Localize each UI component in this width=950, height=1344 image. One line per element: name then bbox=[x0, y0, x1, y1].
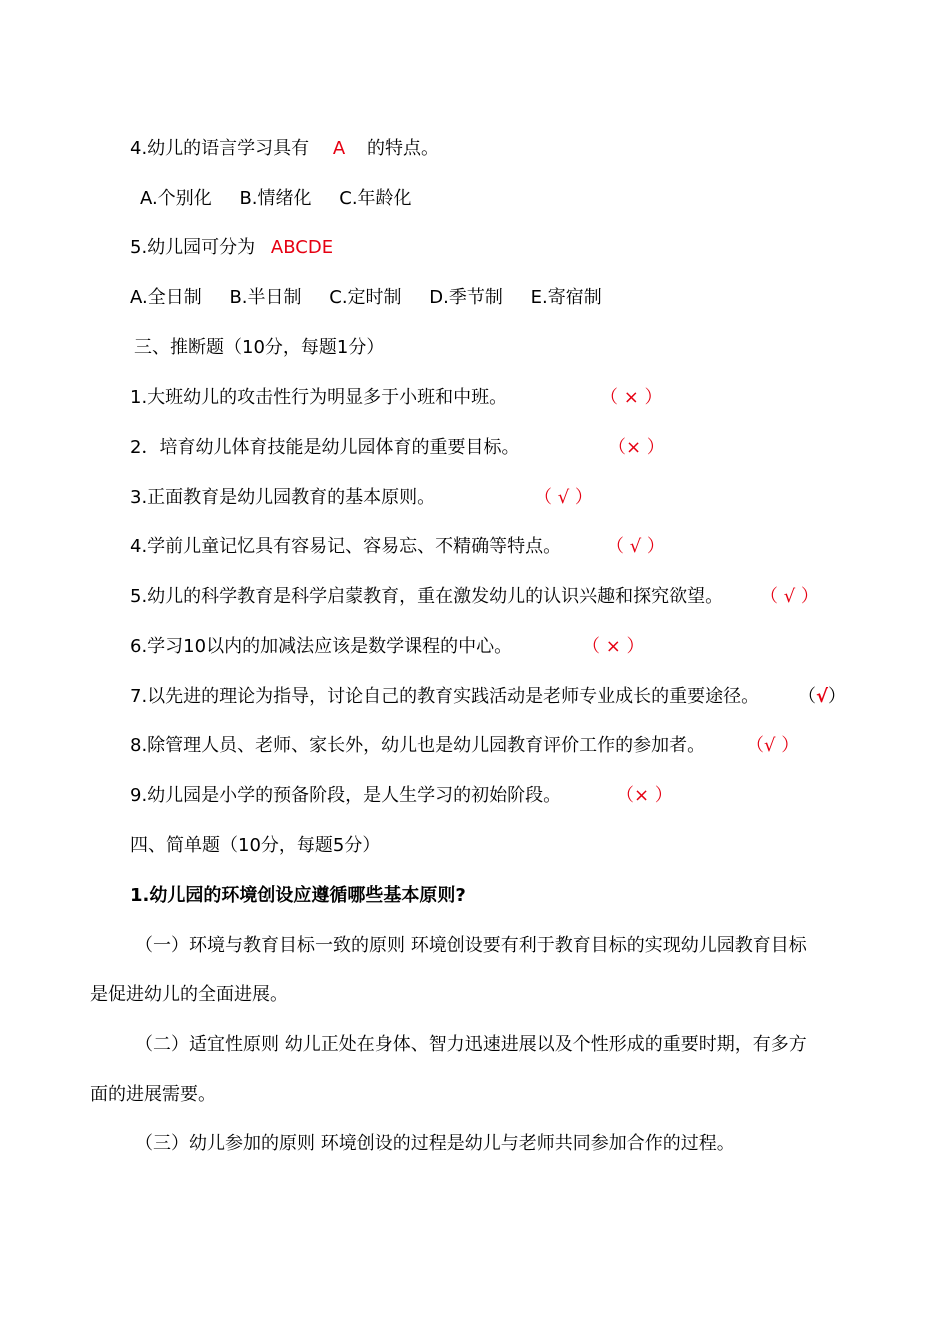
judgement-answer-7 bbox=[798, 685, 846, 709]
answer-paragraph-2-line-2: 面的进展需要。 bbox=[90, 1084, 216, 1105]
judgement-item-9: 9.幼儿园是小学的预备阶段，是人生学习的初始阶段。 bbox=[130, 785, 562, 806]
judgement-item-5: 5.幼儿的科学教育是科学启蒙教育，重在激发幼儿的认识兴趣和探究欲望。 bbox=[130, 586, 724, 607]
judgement-item-7: 7.以先进的理论为指导，讨论自己的教育实践活动是老师专业成长的重要途径。 bbox=[130, 686, 760, 707]
judgement-answer-9: （× ） bbox=[616, 785, 673, 806]
short-answer-question-1: 1.幼儿园的环境创设应遵循哪些基本原则? bbox=[130, 885, 466, 906]
section-4-title: 四、简单题（10分，每题5分） bbox=[130, 835, 381, 856]
judgement-answer-5: （ √ ） bbox=[760, 586, 819, 607]
answer-paragraph-2-line-1: （二）适宜性原则 幼儿正处在身体、智力迅速进展以及个性形成的重要时期，有多方 bbox=[135, 1034, 807, 1055]
mc-question-5-prefix: 5.幼儿园可分为 bbox=[130, 237, 256, 258]
judgement-item-4: 4.学前儿童记忆具有容易记、容易忘、不精确等特点。 bbox=[130, 536, 562, 557]
option-c: C.年龄化 bbox=[339, 188, 412, 209]
judgement-item-2: 2．培育幼儿体育技能是幼儿园体育的重要目标。 bbox=[130, 437, 520, 458]
mc-question-5-answer: ABCDE bbox=[270, 237, 334, 258]
option-a: A.个别化 bbox=[140, 188, 212, 209]
judgement-item-1: 1.大班幼儿的攻击性行为明显多于小班和中班。 bbox=[130, 387, 508, 408]
option-c: C.定时制 bbox=[329, 287, 402, 308]
option-a: A.全日制 bbox=[130, 287, 202, 308]
option-b: B.情绪化 bbox=[239, 188, 312, 209]
judgement-answer-2: （× ） bbox=[608, 437, 665, 458]
judgement-answer-8: （√ ） bbox=[746, 735, 800, 756]
mc-question-4-suffix: 的特点。 bbox=[366, 138, 439, 159]
option-b: B.半日制 bbox=[229, 287, 302, 308]
answer-paragraph-1-line-1: （一）环境与教育目标一致的原则 环境创设要有利于教育目标的实现幼儿园教育目标 bbox=[135, 935, 807, 956]
answer-paragraph-3-line-1: （三）幼儿参加的原则 环境创设的过程是幼儿与老师共同参加合作的过程。 bbox=[135, 1133, 735, 1154]
mc-question-4-answer: A bbox=[332, 138, 346, 159]
mc-question-5 bbox=[130, 236, 333, 260]
mc-question-4 bbox=[130, 137, 439, 161]
mc-question-5-options bbox=[130, 286, 602, 310]
judgement-answer-7-open: （ bbox=[798, 686, 816, 707]
judgement-answer-3: （ √ ） bbox=[534, 487, 593, 508]
judgement-item-3: 3.正面教育是幼儿园教育的基本原则。 bbox=[130, 487, 436, 508]
judgement-answer-7-close: ） bbox=[828, 686, 847, 707]
judgement-answer-7-mark: √ bbox=[816, 686, 829, 707]
mc-question-4-options bbox=[140, 187, 412, 211]
answer-paragraph-1-line-2: 是促进幼儿的全面进展。 bbox=[90, 984, 288, 1005]
judgement-item-6: 6.学习10以内的加减法应该是数学课程的中心。 bbox=[130, 636, 513, 657]
judgement-item-8: 8.除管理人员、老师、家长外，幼儿也是幼儿园教育评价工作的参加者。 bbox=[130, 735, 706, 756]
option-e: E.寄宿制 bbox=[530, 287, 602, 308]
judgement-answer-6: （ × ） bbox=[582, 636, 645, 657]
judgement-answer-1: （ × ） bbox=[600, 387, 663, 408]
mc-question-4-prefix: 4.幼儿的语言学习具有 bbox=[130, 138, 310, 159]
option-d: D.季节制 bbox=[429, 287, 503, 308]
judgement-answer-4: （ √ ） bbox=[606, 536, 665, 557]
section-3-title: 三、推断题（10分，每题1分） bbox=[134, 337, 385, 358]
